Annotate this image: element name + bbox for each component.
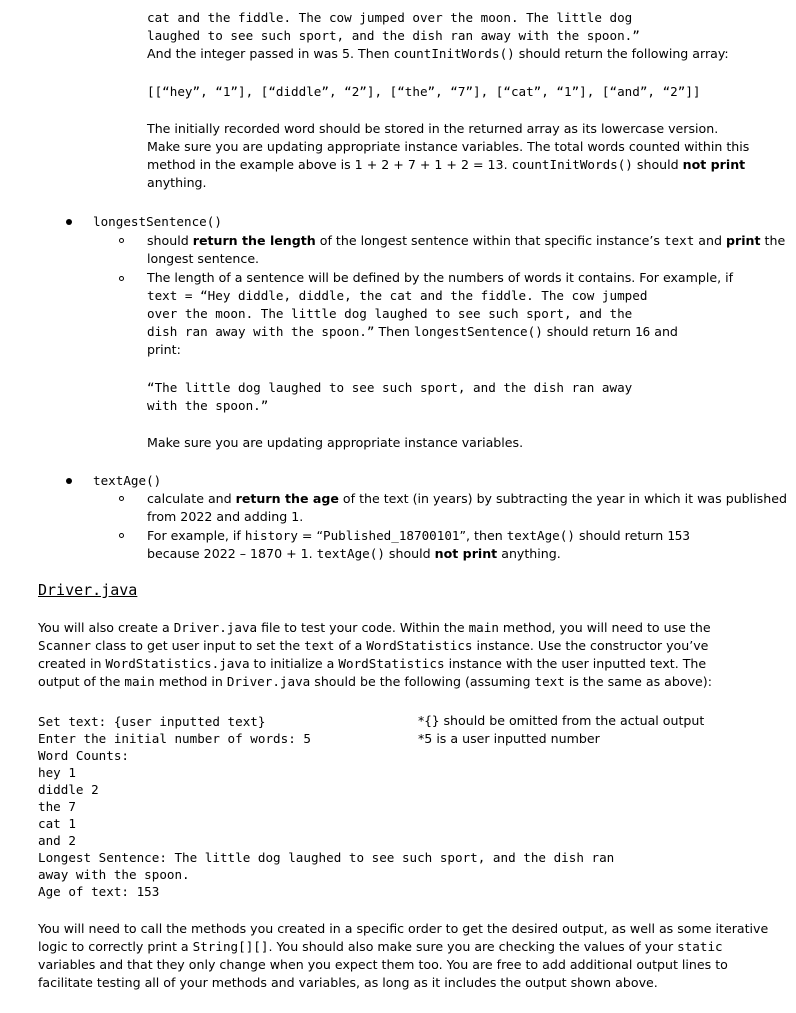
- bullet-icon: [66, 478, 72, 484]
- paragraph-line: variables and that they only change when you expect them too. You are free to add additional output lines to: [38, 957, 728, 972]
- paragraph-line: Make sure you are updating appropriate instance variables.: [147, 435, 524, 450]
- age-desc-2: [147, 527, 690, 563]
- paragraph-line: from 2022 and adding 1.: [147, 509, 304, 524]
- paragraph-line: anything.: [147, 175, 207, 190]
- output-note: *5 is a user inputted number: [418, 731, 600, 746]
- output-line: Enter the initial number of words: 5: [38, 731, 311, 746]
- output-notes: [418, 712, 704, 748]
- result-array: [147, 83, 701, 101]
- array-line: [[“hey”, “1”], [“diddle”, “2”], [“the”, “7”], [“cat”, “1”], [“and”, “2”]]: [147, 84, 701, 99]
- paragraph-line: The initially recorded word should be stored in the returned array as its lowercase version.: [147, 121, 719, 136]
- paragraph-line: method in the example above is 1 + 2 + 7 + 1 + 2 = 13. countInitWords() should not print: [147, 157, 746, 172]
- output-line: Set text: {user inputted text}: [38, 714, 266, 729]
- paragraph-line: facilitate testing all of your methods and variables, as long as it includes the output shown above.: [38, 975, 658, 990]
- paragraph-line: logic to correctly print a String[][]. You should also make sure you are checking the values of your static: [38, 939, 723, 954]
- sub-bullet-icon: [119, 276, 124, 281]
- sub-bullet-icon: [119, 238, 124, 243]
- sub-bullet-icon: [119, 533, 124, 538]
- code-line: laughed to see such sport, and the dish ran away with the spoon.”: [147, 28, 640, 43]
- output-line: the 7: [38, 799, 76, 814]
- code-line: with the spoon.”: [147, 398, 269, 413]
- output-line: diddle 2: [38, 782, 99, 797]
- paragraph-line: You will need to call the methods you created in a specific order to get the desired output, as well as some iterative: [38, 921, 769, 936]
- output-line: cat 1: [38, 816, 76, 831]
- paragraph-line: You will also create a Driver.java file to test your code. Within the main method, you will need to use the: [38, 620, 711, 635]
- paragraph-line: The length of a sentence will be defined by the numbers of words it contains. For example, if: [147, 270, 734, 285]
- notes-paragraph: [147, 120, 749, 192]
- output-line: and 2: [38, 833, 76, 848]
- paragraph-line: For example, if history = “Published_18700101”, then textAge() should return 153: [147, 528, 690, 543]
- sub-bullet-icon: [119, 496, 124, 501]
- output-line: hey 1: [38, 765, 76, 780]
- paragraph-line: Scanner class to get user input to set the text of a WordStatistics instance. Use the constructor you’ve: [38, 638, 709, 653]
- method-text-age: [93, 472, 161, 490]
- code-line: “The little dog laughed to see such sport, and the dish ran away: [147, 380, 633, 395]
- closing-paragraph: [38, 920, 768, 992]
- paragraph-line: Make sure you are updating appropriate instance variables. The total words counted within this: [147, 139, 750, 154]
- output-line: Longest Sentence: The little dog laughed to see such sport, and the dish ran: [38, 850, 615, 865]
- code-line: cat and the fiddle. The cow jumped over the moon. The little dog: [147, 10, 633, 25]
- longest-desc-2: [147, 269, 733, 359]
- output-note: *{} should be omitted from the actual output: [418, 713, 705, 728]
- section-heading-driver: Driver.java: [38, 581, 138, 599]
- longest-quote: [147, 379, 632, 415]
- output-line: Word Counts:: [38, 748, 129, 763]
- paragraph-line: because 2022 – 1870 + 1. textAge() should not print anything.: [147, 546, 561, 561]
- paragraph-line: calculate and return the age of the text (in years) by subtracting the year in which it was published: [147, 491, 787, 506]
- output-line: away with the spoon.: [38, 867, 190, 882]
- longest-note: [147, 434, 523, 452]
- code-line: text = “Hey diddle, diddle, the cat and the fiddle. The cow jumped: [147, 288, 648, 303]
- paragraph-line: should return the length of the longest sentence within that specific instance’s text and print the: [147, 233, 786, 248]
- longest-desc-1: [147, 232, 785, 268]
- paragraph-line: created in WordStatistics.java to initialize a WordStatistics instance with the user inputted text. The: [38, 656, 707, 671]
- paragraph-line: longest sentence.: [147, 251, 260, 266]
- method-name: longestSentence(): [93, 214, 222, 229]
- output-line: Age of text: 153: [38, 884, 160, 899]
- paragraph-line: output of the main method in Driver.java should be the following (assuming text is the same as above):: [38, 674, 712, 689]
- example-text-continuation: [147, 9, 729, 63]
- code-line: over the moon. The little dog laughed to see such sport, and the: [147, 306, 633, 321]
- paragraph-line: And the integer passed in was 5. Then countInitWords() should return the following array:: [147, 46, 729, 61]
- paragraph-line: print:: [147, 342, 181, 357]
- method-longest-sentence: [93, 213, 222, 231]
- age-desc-1: [147, 490, 787, 526]
- driver-paragraph: [38, 619, 712, 691]
- method-name: textAge(): [93, 473, 162, 488]
- bullet-icon: [66, 219, 72, 225]
- paragraph-line: dish ran away with the spoon.” Then longestSentence() should return 16 and: [147, 324, 678, 339]
